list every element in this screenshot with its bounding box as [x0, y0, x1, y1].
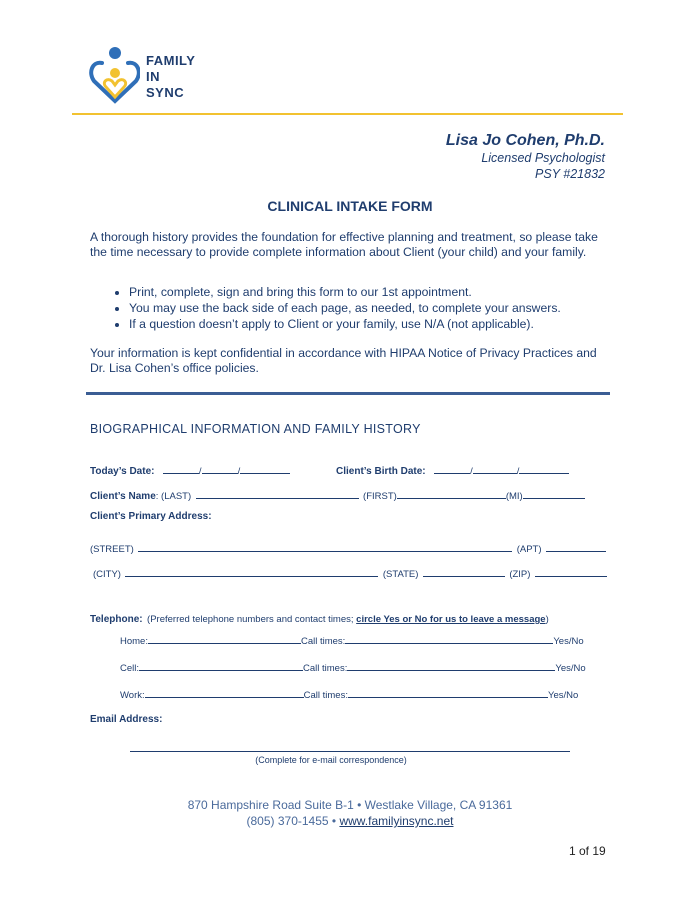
- client-name-label: Client’s Name: [90, 491, 156, 502]
- instruction-item: • Print, complete, sign and bring this form to our 1st appointment.: [129, 284, 649, 300]
- footer-contact: [0, 813, 700, 829]
- apt-label: (APT): [516, 544, 542, 555]
- todays-date-month-field[interactable]: [163, 463, 199, 474]
- client-name-row: [90, 486, 585, 504]
- work-call-times-field[interactable]: [348, 687, 548, 698]
- telephone-note-emphasis: circle Yes or No for us to leave a message: [356, 614, 546, 625]
- form-title: CLINICAL INTAKE FORM: [267, 198, 433, 214]
- instruction-list: [90, 284, 649, 332]
- instruction-item: • If a question doesn’t apply to Client or your family, use N/A (not applicable).: [129, 316, 649, 332]
- zip-field[interactable]: [535, 566, 607, 577]
- birth-date-year-field[interactable]: [519, 463, 569, 474]
- telephone-note: (Preferred telephone numbers and contact times;: [147, 614, 357, 625]
- family-heart-icon: [88, 45, 140, 105]
- telephone-note-end: ): [545, 614, 549, 625]
- birth-date-label: Client’s Birth Date:: [336, 466, 426, 477]
- footer-address: 870 Hampshire Road Suite B-1 • Westlake Village, CA 91361: [187, 798, 513, 812]
- last-name-field[interactable]: [196, 488, 359, 499]
- last-name-label: : (LAST): [155, 491, 192, 502]
- state-field[interactable]: [423, 566, 505, 577]
- address-label: Client’s Primary Address:: [90, 511, 212, 522]
- cell-call-times-field[interactable]: [347, 660, 555, 671]
- cell-phone-field[interactable]: [139, 660, 303, 671]
- logo: [88, 45, 218, 105]
- home-yes-no[interactable]: Yes/No: [553, 636, 584, 647]
- logo-word-family: FAMILY: [146, 53, 196, 68]
- zip-label: (ZIP): [509, 569, 531, 580]
- home-call-times-label: Call times:: [300, 636, 346, 647]
- email-note: (Complete for e-mail correspondence): [255, 755, 407, 765]
- middle-initial-label: (MI): [505, 491, 523, 502]
- cell-yes-no[interactable]: Yes/No: [555, 663, 586, 674]
- email-field[interactable]: [130, 751, 570, 752]
- logo-word-sync: SYNC: [146, 85, 185, 100]
- work-phone-field[interactable]: [145, 687, 304, 698]
- footer-phone: (805) 370-1455 •: [246, 814, 340, 828]
- street-row: [90, 539, 606, 557]
- street-field[interactable]: [138, 541, 512, 552]
- birth-date-row: Client’s Birth Date: / /: [336, 461, 569, 479]
- telephone-label: Telephone:: [90, 614, 143, 625]
- apt-field[interactable]: [546, 541, 606, 552]
- header-divider: [72, 113, 623, 115]
- city-field[interactable]: [125, 566, 378, 577]
- home-phone-label: Home:: [120, 636, 148, 647]
- todays-date-row: Today’s Date: / /: [90, 461, 290, 479]
- website-link[interactable]: www.familyinsync.net: [339, 814, 454, 828]
- cell-phone-label: Cell:: [120, 663, 140, 674]
- instruction-item: • You may use the back side of each page, as needed, to complete your answers.: [129, 300, 649, 316]
- city-row: [93, 564, 607, 582]
- todays-date-label: Today’s Date:: [90, 466, 155, 477]
- work-phone-label: Work:: [120, 690, 145, 701]
- intro-paragraph: A thorough history provides the foundation for effective planning and treatment, so please take the time necessary to provide complete information about Client (your child) and your family.: [90, 230, 598, 259]
- telephone-row: [90, 609, 549, 627]
- city-label: (CITY): [93, 569, 121, 580]
- middle-initial-field[interactable]: [523, 488, 585, 499]
- phone-row-cell: [120, 660, 586, 674]
- phone-row-home: [120, 633, 584, 647]
- street-label: (STREET): [90, 544, 134, 555]
- state-label: (STATE): [382, 569, 419, 580]
- confidential-paragraph: Your information is kept confidential in accordance with HIPAA Notice of Privacy Practices and Dr. Lisa Cohen’s office policies.: [90, 346, 597, 375]
- home-call-times-field[interactable]: [345, 633, 553, 644]
- section-divider: [86, 392, 610, 395]
- page-number: 1 of 19: [569, 844, 606, 858]
- first-name-field[interactable]: [397, 488, 506, 499]
- todays-date-day-field[interactable]: [202, 463, 238, 474]
- email-label: Email Address:: [90, 714, 163, 725]
- birth-date-day-field[interactable]: [473, 463, 517, 474]
- logo-word-in: IN: [146, 69, 160, 84]
- work-yes-no[interactable]: Yes/No: [547, 690, 579, 701]
- doctor-license: PSY #21832: [535, 167, 605, 181]
- birth-date-month-field[interactable]: [434, 463, 470, 474]
- phone-row-work: [120, 687, 578, 701]
- todays-date-year-field[interactable]: [240, 463, 290, 474]
- doctor-name: Lisa Jo Cohen, Ph.D.: [445, 132, 605, 149]
- work-call-times-label: Call times:: [303, 690, 348, 701]
- cell-call-times-label: Call times:: [303, 663, 348, 674]
- section-title: BIOGRAPHICAL INFORMATION AND FAMILY HISTORY: [90, 422, 421, 436]
- home-phone-field[interactable]: [148, 633, 301, 644]
- first-name-label: (FIRST): [363, 491, 397, 502]
- doctor-block: [446, 132, 605, 182]
- doctor-title: Licensed Psychologist: [481, 151, 605, 165]
